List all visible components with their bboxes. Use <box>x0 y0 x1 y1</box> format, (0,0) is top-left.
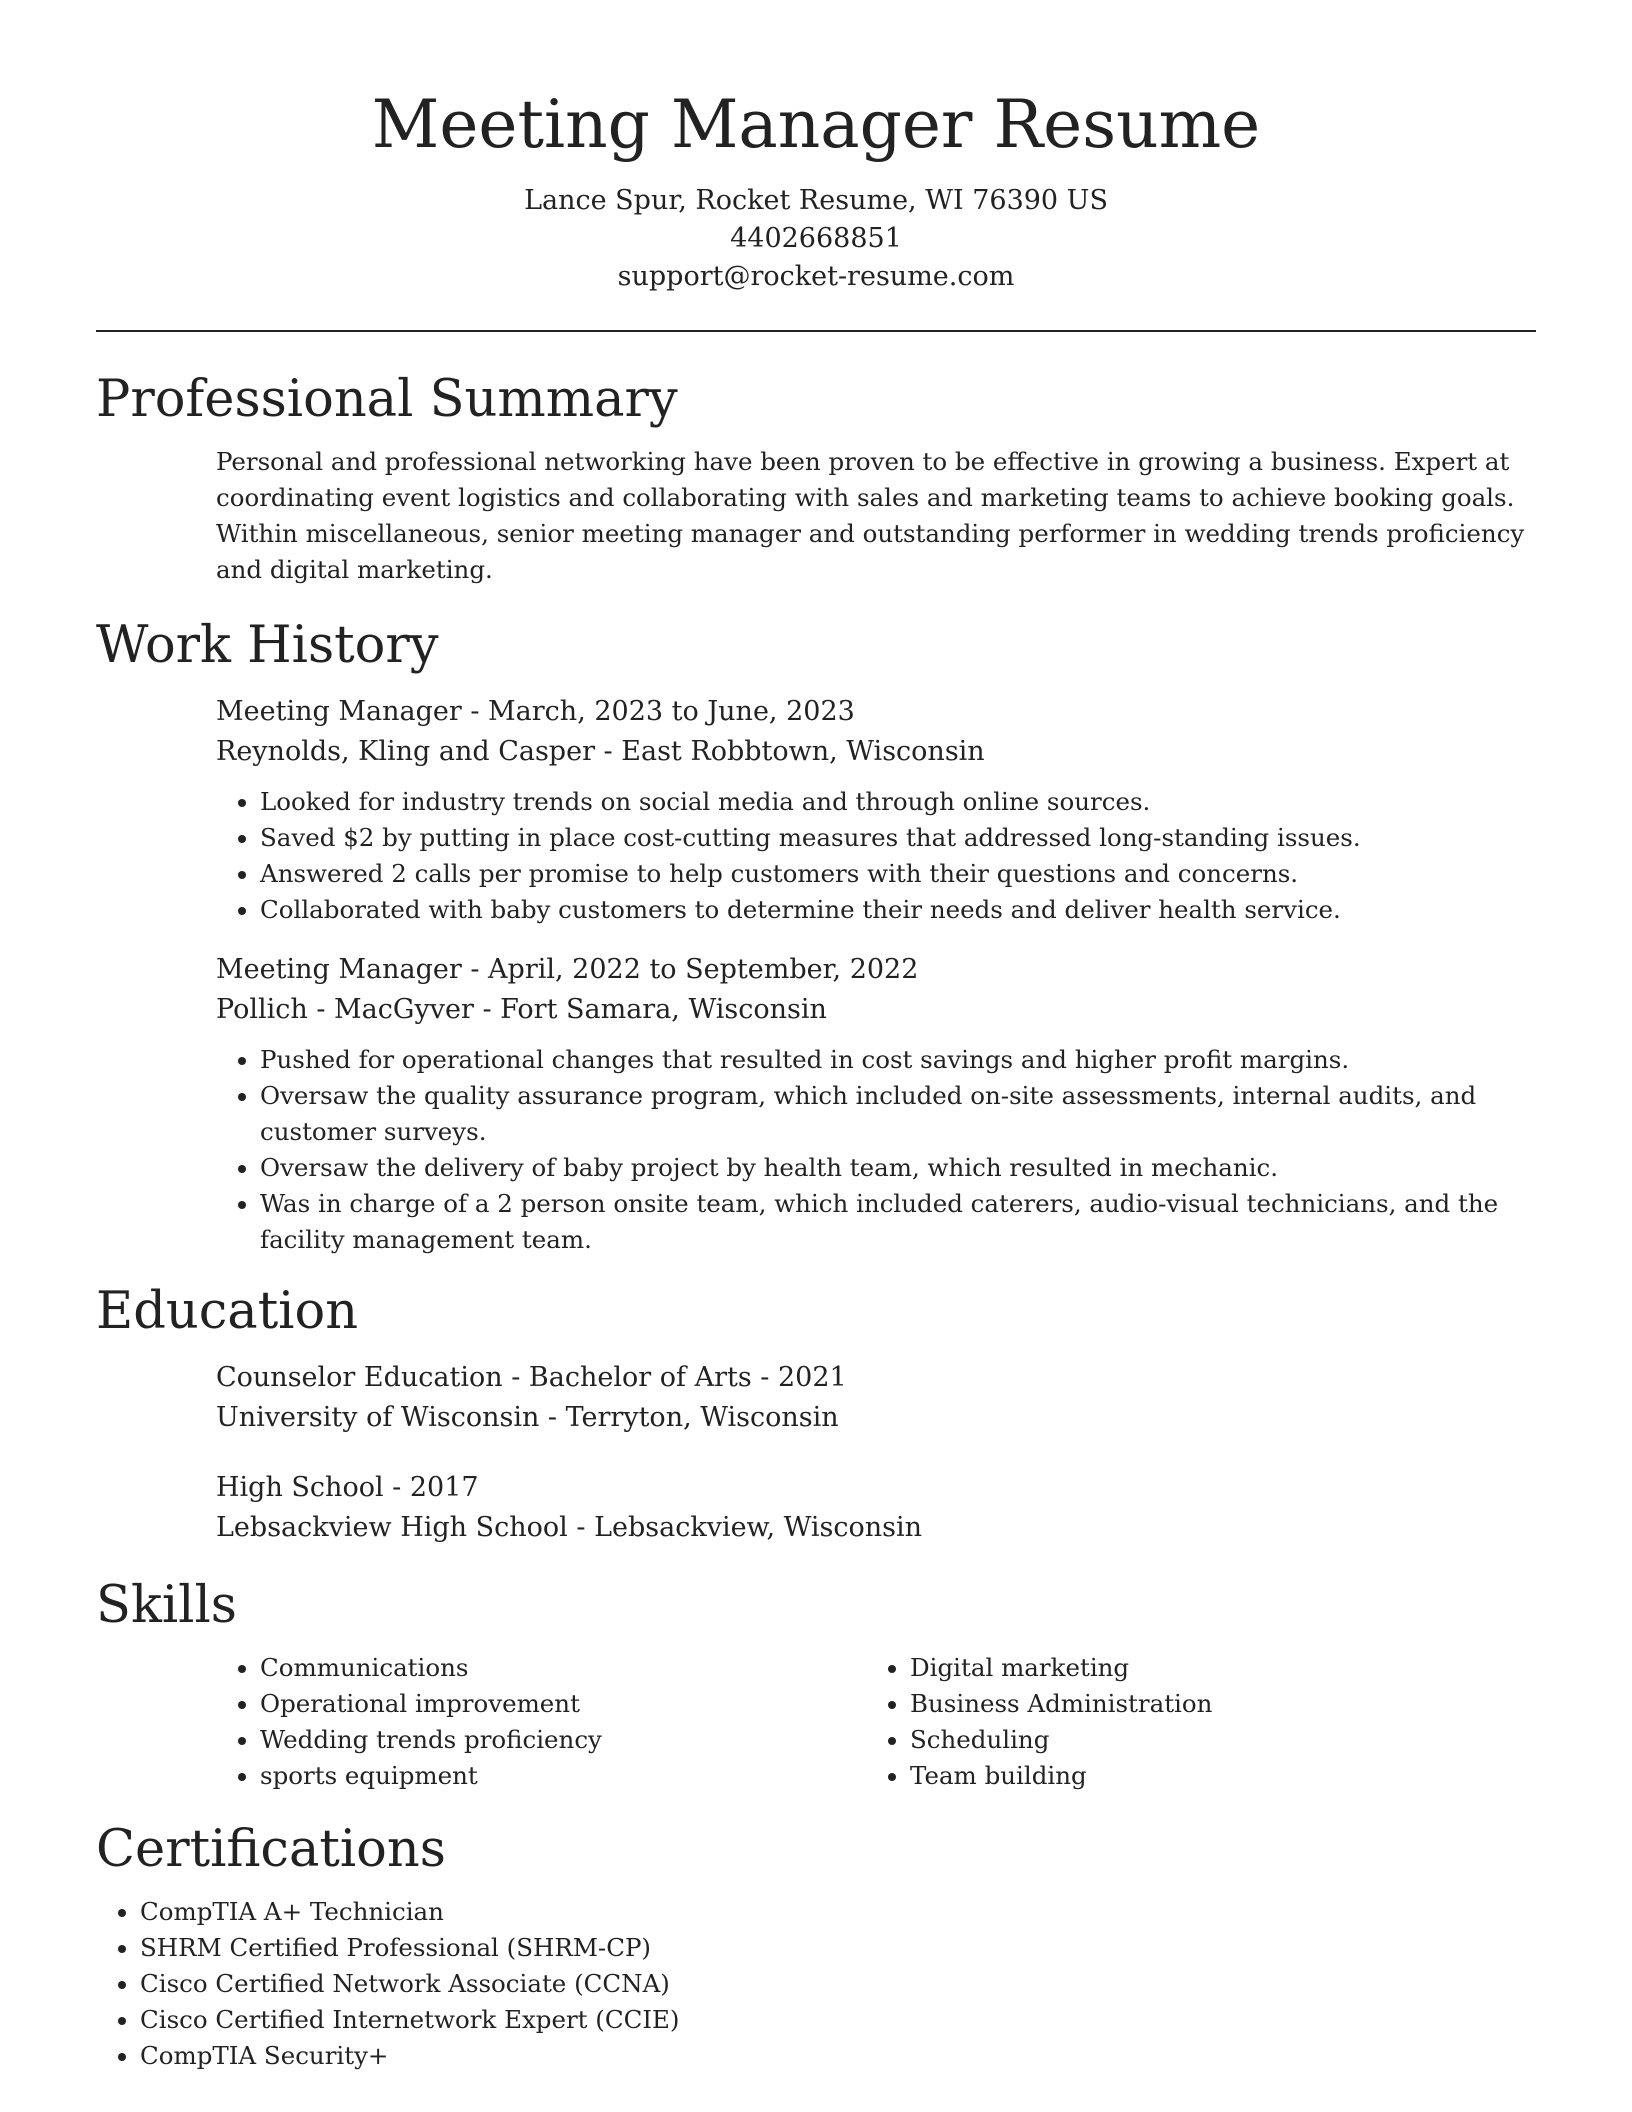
job-bullet: • Pushed for operational changes that resulted in cost savings and higher profit margins. <box>260 1042 1536 1078</box>
skill-item: • Team building <box>910 1758 1516 1794</box>
certification-item: • SHRM Certified Professional (SHRM-CP) <box>140 1930 1536 1966</box>
job-bullet: • Oversaw the delivery of baby project by health team, which resulted in mechanic. <box>260 1150 1536 1186</box>
job-bullets <box>216 1042 1536 1258</box>
certifications-list <box>96 1894 1536 2074</box>
skill-item: • Operational improvement <box>260 1686 866 1722</box>
certifications-section <box>96 1818 1536 2074</box>
summary-section <box>96 368 1536 588</box>
job-entry <box>216 692 1536 928</box>
job-bullet: • Saved $2 by putting in place cost-cutting measures that addressed long-standing issues. <box>260 820 1536 856</box>
education-degree-line: Counselor Education - Bachelor of Arts - 2021 <box>216 1362 847 1393</box>
education-entry <box>216 1358 1536 1438</box>
work-heading: Work History <box>96 616 439 675</box>
contact-block <box>96 182 1536 296</box>
summary-text: Personal and professional networking have been proven to be effective in growing a business. Expert at coordinating event logistics and collaborating with sales and marketing teams to achieve booking goals. Within miscellaneous, senior meeting manager and outstanding performer in wedding trends proficiency and digital marketing. <box>216 447 1525 584</box>
job-bullets <box>216 784 1536 928</box>
education-section <box>96 1280 1536 1548</box>
job-company-line: Pollich - MacGyver - Fort Samara, Wisconsin <box>216 994 827 1025</box>
education-entry <box>216 1468 1536 1548</box>
resume-title: Meeting Manager Resume <box>371 86 1261 163</box>
certifications-heading: Certifications <box>96 1820 446 1879</box>
job-title-line: Meeting Manager - March, 2023 to June, 2023 <box>216 696 855 727</box>
work-section <box>96 614 1536 1258</box>
job-bullet: • Collaborated with baby customers to determine their needs and deliver health service. <box>260 892 1536 928</box>
job-title-line: Meeting Manager - April, 2022 to September, 2022 <box>216 954 919 985</box>
job-bullet: • Oversaw the quality assurance program, which included on-site assessments, internal audits, and customer surveys. <box>260 1078 1536 1150</box>
skills-section <box>96 1574 1536 1794</box>
certification-item: • Cisco Certified Internetwork Expert (CCIE) <box>140 2002 1536 2038</box>
job-entry <box>216 950 1536 1258</box>
education-degree-line: High School - 2017 <box>216 1472 479 1503</box>
job-bullet: • Answered 2 calls per promise to help customers with their questions and concerns. <box>260 856 1536 892</box>
contact-address: Lance Spur, Rocket Resume, WI 76390 US <box>524 185 1108 216</box>
job-bullet: • Looked for industry trends on social media and through online sources. <box>260 784 1536 820</box>
skill-item: • Scheduling <box>910 1722 1516 1758</box>
summary-heading: Professional Summary <box>96 370 678 429</box>
certification-item: • Cisco Certified Network Associate (CCNA) <box>140 1966 1536 2002</box>
skills-heading: Skills <box>96 1576 237 1635</box>
skill-item: • Digital marketing <box>910 1650 1516 1686</box>
education-school-line: Lebsackview High School - Lebsackview, Wisconsin <box>216 1512 923 1543</box>
contact-email: support@rocket-resume.com <box>617 261 1015 292</box>
skill-item: • Communications <box>260 1650 866 1686</box>
education-heading: Education <box>96 1282 359 1341</box>
skills-grid <box>216 1650 1536 1794</box>
education-school-line: University of Wisconsin - Terryton, Wisconsin <box>216 1402 839 1433</box>
certification-item: • CompTIA Security+ <box>140 2038 1536 2074</box>
skills-column-left <box>216 1650 866 1794</box>
job-bullet: • Was in charge of a 2 person onsite team, which included caterers, audio-visual technicians, and the facility management team. <box>260 1186 1536 1258</box>
certification-item: • CompTIA A+ Technician <box>140 1894 1536 1930</box>
skill-item: • sports equipment <box>260 1758 866 1794</box>
skills-column-right <box>866 1650 1516 1794</box>
job-company-line: Reynolds, Kling and Casper - East Robbtown, Wisconsin <box>216 736 985 767</box>
skill-item: • Wedding trends proficiency <box>260 1722 866 1758</box>
contact-phone: 4402668851 <box>730 223 902 254</box>
skill-item: • Business Administration <box>910 1686 1516 1722</box>
header-divider <box>96 330 1536 332</box>
